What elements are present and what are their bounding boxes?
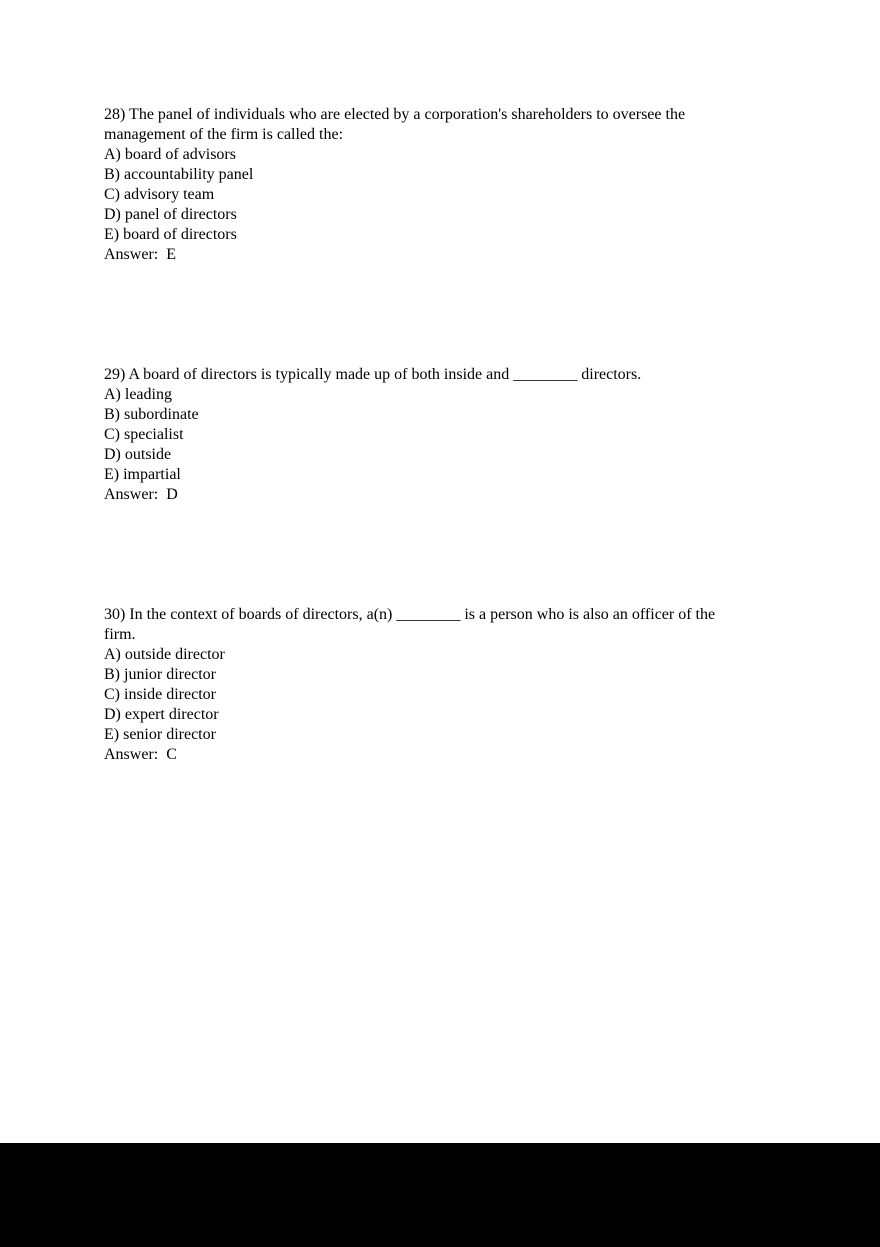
question-stem-line: firm.: [104, 626, 136, 643]
option-a: A) leading: [104, 386, 172, 403]
option-e: E) board of directors: [104, 226, 237, 243]
option-b: B) accountability panel: [104, 166, 254, 183]
option-c: C) advisory team: [104, 186, 215, 203]
option-d: D) panel of directors: [104, 206, 237, 223]
question-stem-line: 28) The panel of individuals who are elected by a corporation's shareholders to oversee the: [104, 106, 686, 123]
question-block-29: [104, 365, 860, 505]
option-a: A) outside director: [104, 646, 225, 663]
option-c: C) inside director: [104, 686, 216, 703]
question-stem-line: 29) A board of directors is typically made up of both inside and ________ directors.: [104, 366, 642, 383]
option-b: B) junior director: [104, 666, 216, 683]
option-e: E) senior director: [104, 726, 216, 743]
option-b: B) subordinate: [104, 406, 199, 423]
question-block-28: [104, 105, 860, 265]
answer-line: Answer: C: [104, 746, 177, 763]
question-stem-line: 30) In the context of boards of directors, a(n) ________ is a person who is also an officer of the: [104, 606, 716, 623]
option-a: A) board of advisors: [104, 146, 236, 163]
option-d: D) expert director: [104, 706, 219, 723]
answer-line: Answer: E: [104, 246, 176, 263]
footer-black-bar: [0, 1143, 880, 1247]
question-stem-line: management of the firm is called the:: [104, 126, 344, 143]
answer-line: Answer: D: [104, 486, 178, 503]
option-d: D) outside: [104, 446, 172, 463]
option-e: E) impartial: [104, 466, 181, 483]
question-block-30: [104, 605, 860, 765]
option-c: C) specialist: [104, 426, 184, 443]
